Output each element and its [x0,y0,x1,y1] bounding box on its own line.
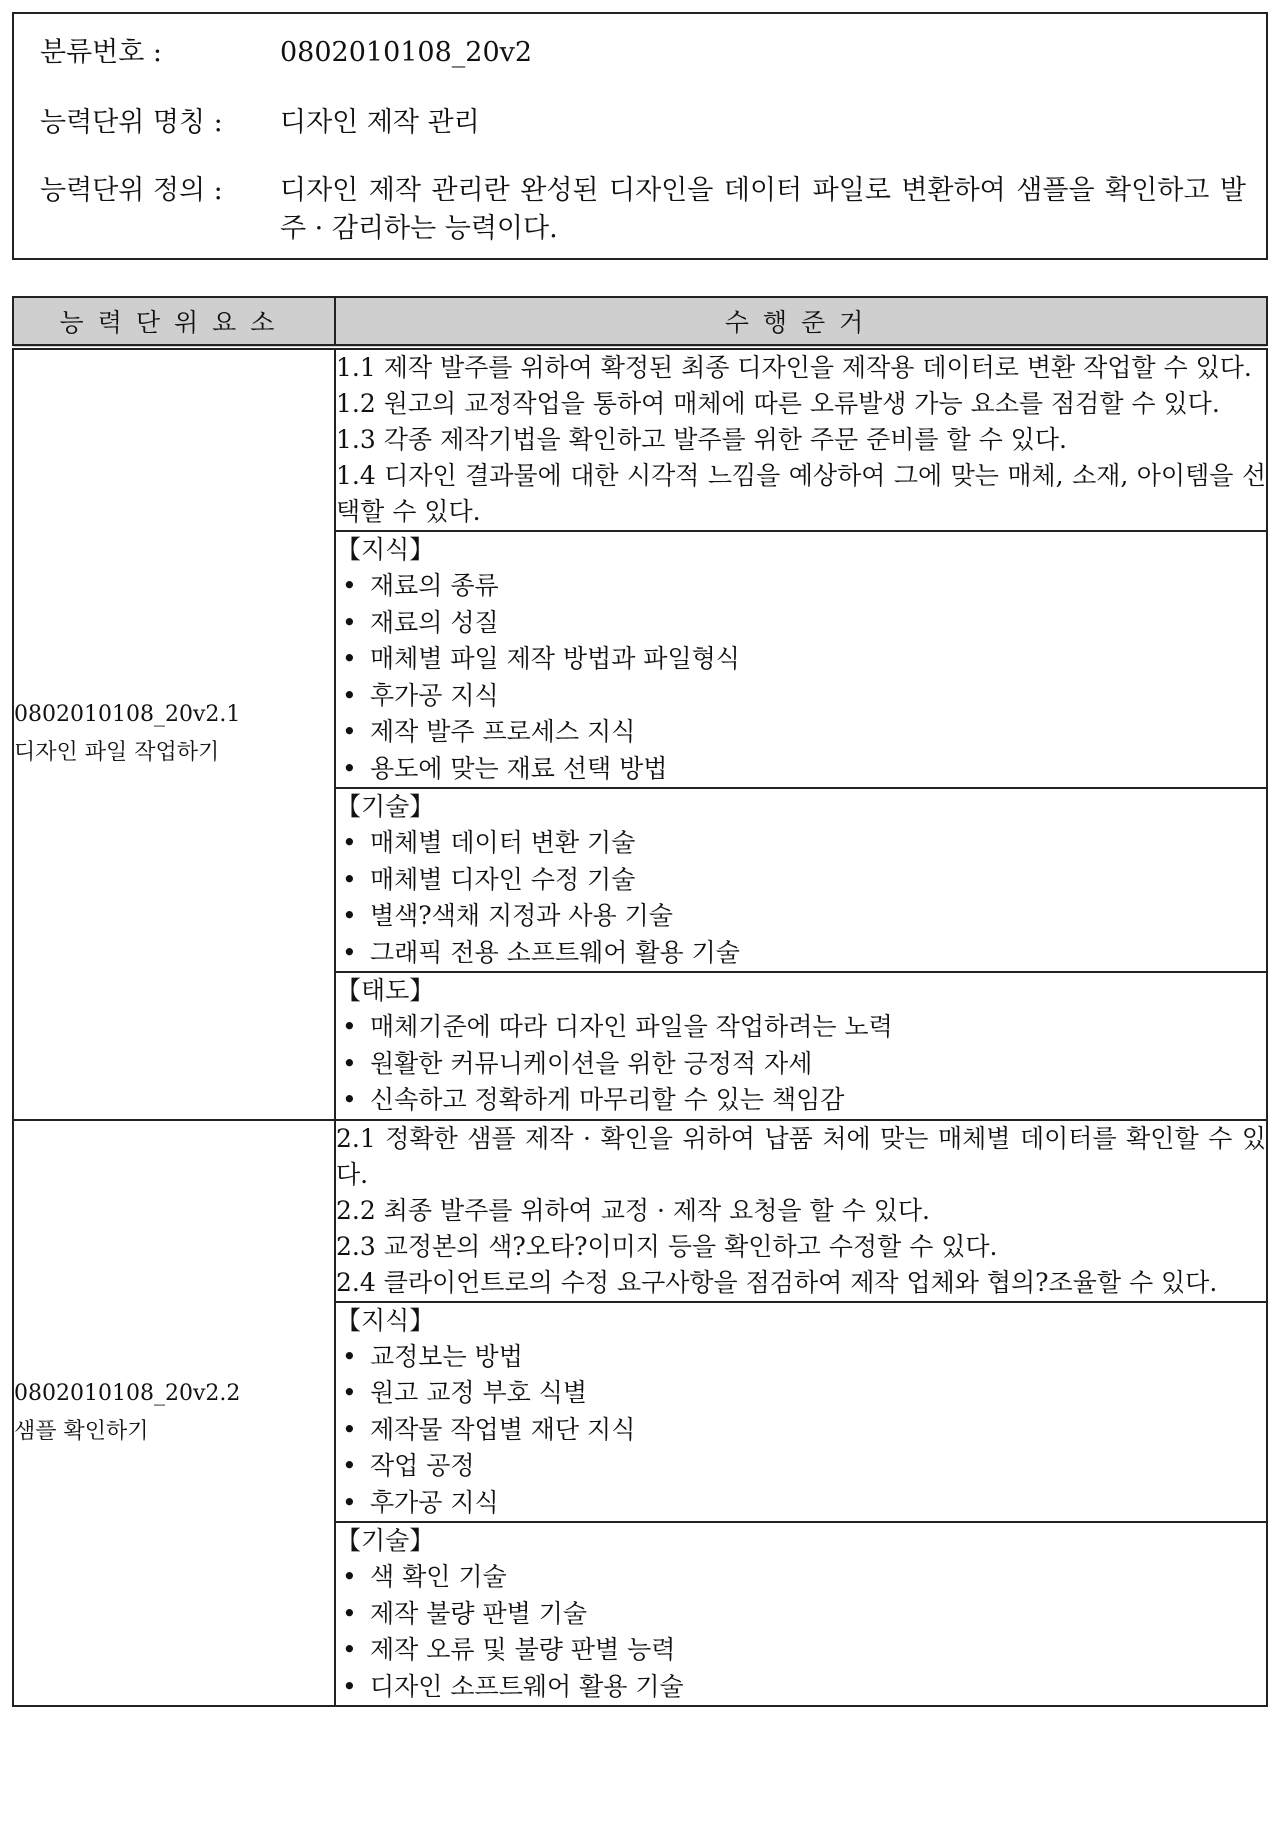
skills-list [336,825,1266,971]
criterion: 2.1 정확한 샘플 제작 · 확인을 위하여 납품 처에 맞는 매체별 데이터를 확인할 수 있다. [336,1123,1266,1189]
skills-cell [335,788,1267,972]
knowledge-list [336,568,1266,787]
list-item: • 제작물 작업별 재단 지식 [336,1412,1266,1449]
list-item: • 용도에 맞는 재료 선택 방법 [336,751,1266,788]
unit-name-value: 디자인 제작 관리 [280,107,480,138]
knowledge-cell [335,531,1267,788]
list-item: • 제작 발주 프로세스 지식 [336,714,1266,751]
list-item: • 원활한 커뮤니케이션을 위한 긍정적 자세 [336,1046,1266,1083]
criterion: 1.4 디자인 결과물에 대한 시각적 느낌을 예상하여 그에 맞는 매체, 소재, 아이템을 선택할 수 있다. [336,461,1266,526]
list-item: • 제작 오류 및 불량 판별 능력 [336,1632,1266,1669]
table-row [13,1120,1267,1302]
criterion: 1.1 제작 발주를 위하여 확정된 최종 디자인을 제작용 데이터로 변환 작업할 수 있다. [336,353,1252,382]
unit-name-label: 능력단위 명칭 : [40,107,223,138]
unit-element-2 [13,1120,335,1707]
skills-cell [335,1522,1267,1706]
skills-list [336,1559,1266,1705]
knowledge-cell [335,1302,1267,1523]
list-item: • 그래픽 전용 소프트웨어 활용 기술 [336,935,1266,972]
classification-label: 분류번호 : [40,37,163,68]
knowledge-title: 【지식】 [336,535,435,564]
competency-table [12,296,1268,1707]
unit-definition-label: 능력단위 정의 : [40,175,223,206]
criteria-cell [335,1120,1267,1302]
attitude-title: 【태도】 [336,976,435,1005]
criterion: 1.2 원고의 교정작업을 통하여 매체에 따른 오류발생 가능 요소를 점검할 수 있다. [336,389,1220,418]
criterion: 2.4 클라이언트로의 수정 요구사항을 점검하여 제작 업체와 협의?조율할 수 있다. [336,1267,1218,1297]
criterion: 2.3 교정본의 색?오타?이미지 등을 확인하고 수정할 수 있다. [336,1231,998,1261]
list-item: • 별색?색채 지정과 사용 기술 [336,898,1266,935]
unit-element-title: 샘플 확인하기 [14,1418,149,1444]
table-header-row [13,297,1267,347]
list-item: • 후가공 지식 [336,1485,1266,1522]
criterion: 2.2 최종 발주를 위하여 교정 · 제작 요청을 할 수 있다. [336,1195,930,1225]
list-item: • 신속하고 정확하게 마무리할 수 있는 책임감 [336,1082,1266,1119]
list-item: • 디자인 소프트웨어 활용 기술 [336,1669,1266,1706]
list-item: • 교정보는 방법 [336,1339,1266,1376]
knowledge-list [336,1339,1266,1522]
list-item: • 매체별 데이터 변환 기술 [336,825,1266,862]
unit-info-box [12,12,1268,260]
list-item: • 매체기준에 따라 디자인 파일을 작업하려는 노력 [336,1009,1266,1046]
unit-element-code: 0802010108_20v2.1 [14,702,241,728]
header-unit-elements: 능력단위요소 [13,297,335,347]
list-item: • 매체별 파일 제작 방법과 파일형식 [336,641,1266,678]
criterion: 1.3 각종 제작기법을 확인하고 발주를 위한 주문 준비를 할 수 있다. [336,425,1067,454]
list-item: • 제작 불량 판별 기술 [336,1596,1266,1633]
unit-element-code: 0802010108_20v2.2 [14,1380,241,1406]
table-row [13,347,1267,531]
header-performance-criteria: 수행준거 [335,297,1267,347]
attitude-cell [335,972,1267,1120]
attitude-list [336,1009,1266,1119]
skills-title: 【기술】 [336,1526,435,1555]
list-item: • 재료의 종류 [336,568,1266,605]
knowledge-title: 【지식】 [336,1305,435,1335]
list-item: • 색 확인 기술 [336,1559,1266,1596]
unit-element-1 [13,347,335,1120]
list-item: • 매체별 디자인 수정 기술 [336,862,1266,899]
classification-value: 0802010108_20v2 [280,37,533,68]
list-item: • 재료의 성질 [336,605,1266,642]
unit-definition-value: 디자인 제작 관리란 완성된 디자인을 데이터 파일로 변환하여 샘플을 확인하고 발주 · 감리하는 능력이다. [280,175,1246,244]
list-item: • 작업 공정 [336,1448,1266,1485]
skills-title: 【기술】 [336,792,435,821]
unit-element-title: 디자인 파일 작업하기 [14,740,220,766]
list-item: • 후가공 지식 [336,678,1266,715]
list-item: • 원고 교정 부호 식별 [336,1375,1266,1412]
criteria-cell [335,347,1267,531]
